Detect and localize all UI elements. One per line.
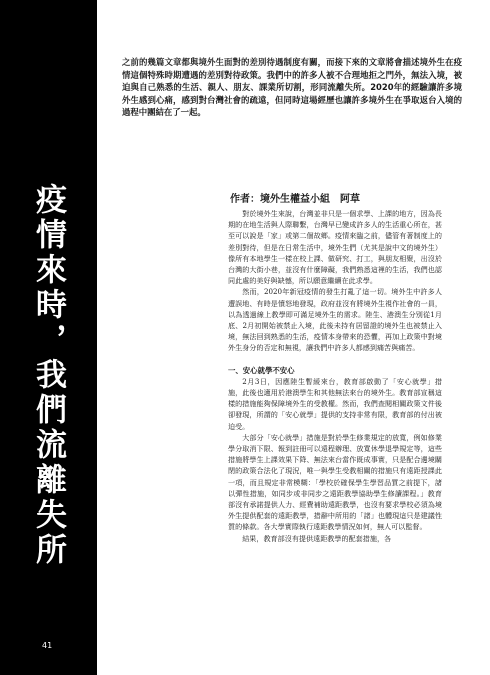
sidebar-title: 疫情來時，我們流離失所 (30, 183, 66, 568)
article-body (228, 208, 442, 544)
section-heading: 一、安心就學不安心 (228, 365, 295, 375)
author-line: 作者：境外生權益小組 阿草 (230, 194, 360, 205)
body-paragraph: 結果，教育部沒有提供遠距教學的配套措施，各 (242, 533, 392, 543)
body-paragraph: 2月3日，因應陸生暫緩來台，教育部啟動了「安心就學」措施，此後也適用於港澳學生和其他無法來台的境外生。教育部宣稱這樣的措施能夠保障境外生的受教權。然而，我們查閱相關政策文件後卻發現，所謂的「安心就學」提供的支持非常有限，教育部的付出被迫受。 (228, 376, 442, 431)
body-paragraph: 然而，2020年新冠疫情的發生打亂了這一切。境外生中許多人遭誤地、有時是憤怒地發現，政府並沒有將境外生視作社會的一員，以為透過線上教學即可滿足境外生的需求。陸生、港澳生分別從1月底、2月初開始被禁止入境，此後未持有居留證的境外生也被禁止入境，無法回到熟悉的生活，疫情本身帶來的恐懼，再加上政策中對境外生身分的否定和無視，讓我們中許多人都感到痛苦與痛苦。 (228, 287, 442, 353)
body-paragraph: 對於境外生來說，台灣並非只是一個求學、上課的地方，因為長期的在地生活與人際聯繫，台灣早已變成許多人的生活重心所在，甚至可以說是「家」或第二個故鄉。疫情來臨之前，儘管有著制度上的差別對待，但是在日常生活中，境外生們（尤其是說中文的境外生）像所有本地學生一樣在校上課、做研究、打工，與朋友相聚，出沒於台灣的大街小巷，並沒有什麼障礙，我們熟悉這裡的生活，我們也認同此處的美好與缺憾，所以願意繼續在此求學。 (228, 209, 442, 286)
intro-paragraph: 之前的幾篇文章都與境外生面對的差別待遇制度有關，而接下來的文章將會描述境外生在疫情這個特殊時期遭遇的差別對待政策。我們中的許多人被不合理地拒之門外，無法入境，被迫與自己熟悉的生活、親人、朋友、課業所切割，形同流離失所。2020年的經驗讓許多境外生感到心痛，感到對台灣社會的疏遠，但同時這場經歷也讓許多境外生在爭取返台入境的過程中團結在了一起。 (122, 57, 462, 117)
page-number: 41 (42, 641, 53, 650)
sidebar (0, 0, 97, 675)
body-paragraph: 大部分「安心就學」措施是對於學生修業規定的放寬，例如修業學分取消下限、報到註冊可以遠程辦理、放寬休學退學規定等，這些措施將學生上課效果下降、無法來台當作既成事實，只是配合邊境關閉的政策合法化了現況，唯一與學生受教相關的措施只有遠距授課此一項，而且規定非常模糊：「學校於確保學生學習品質之前提下，諸以彈性措施，如同步或非同步之遠距教學協助學生修讀課程。」教育部沒有承諾提供人力、經費補助遠距教學，也沒有要求學校必須為境外生提供配套的遠距教學，措辭中所用的「諸」也體現這只是建議性質的條款。各大學實際執行遠距教學情況如何，無人可以監督。 (228, 432, 442, 532)
